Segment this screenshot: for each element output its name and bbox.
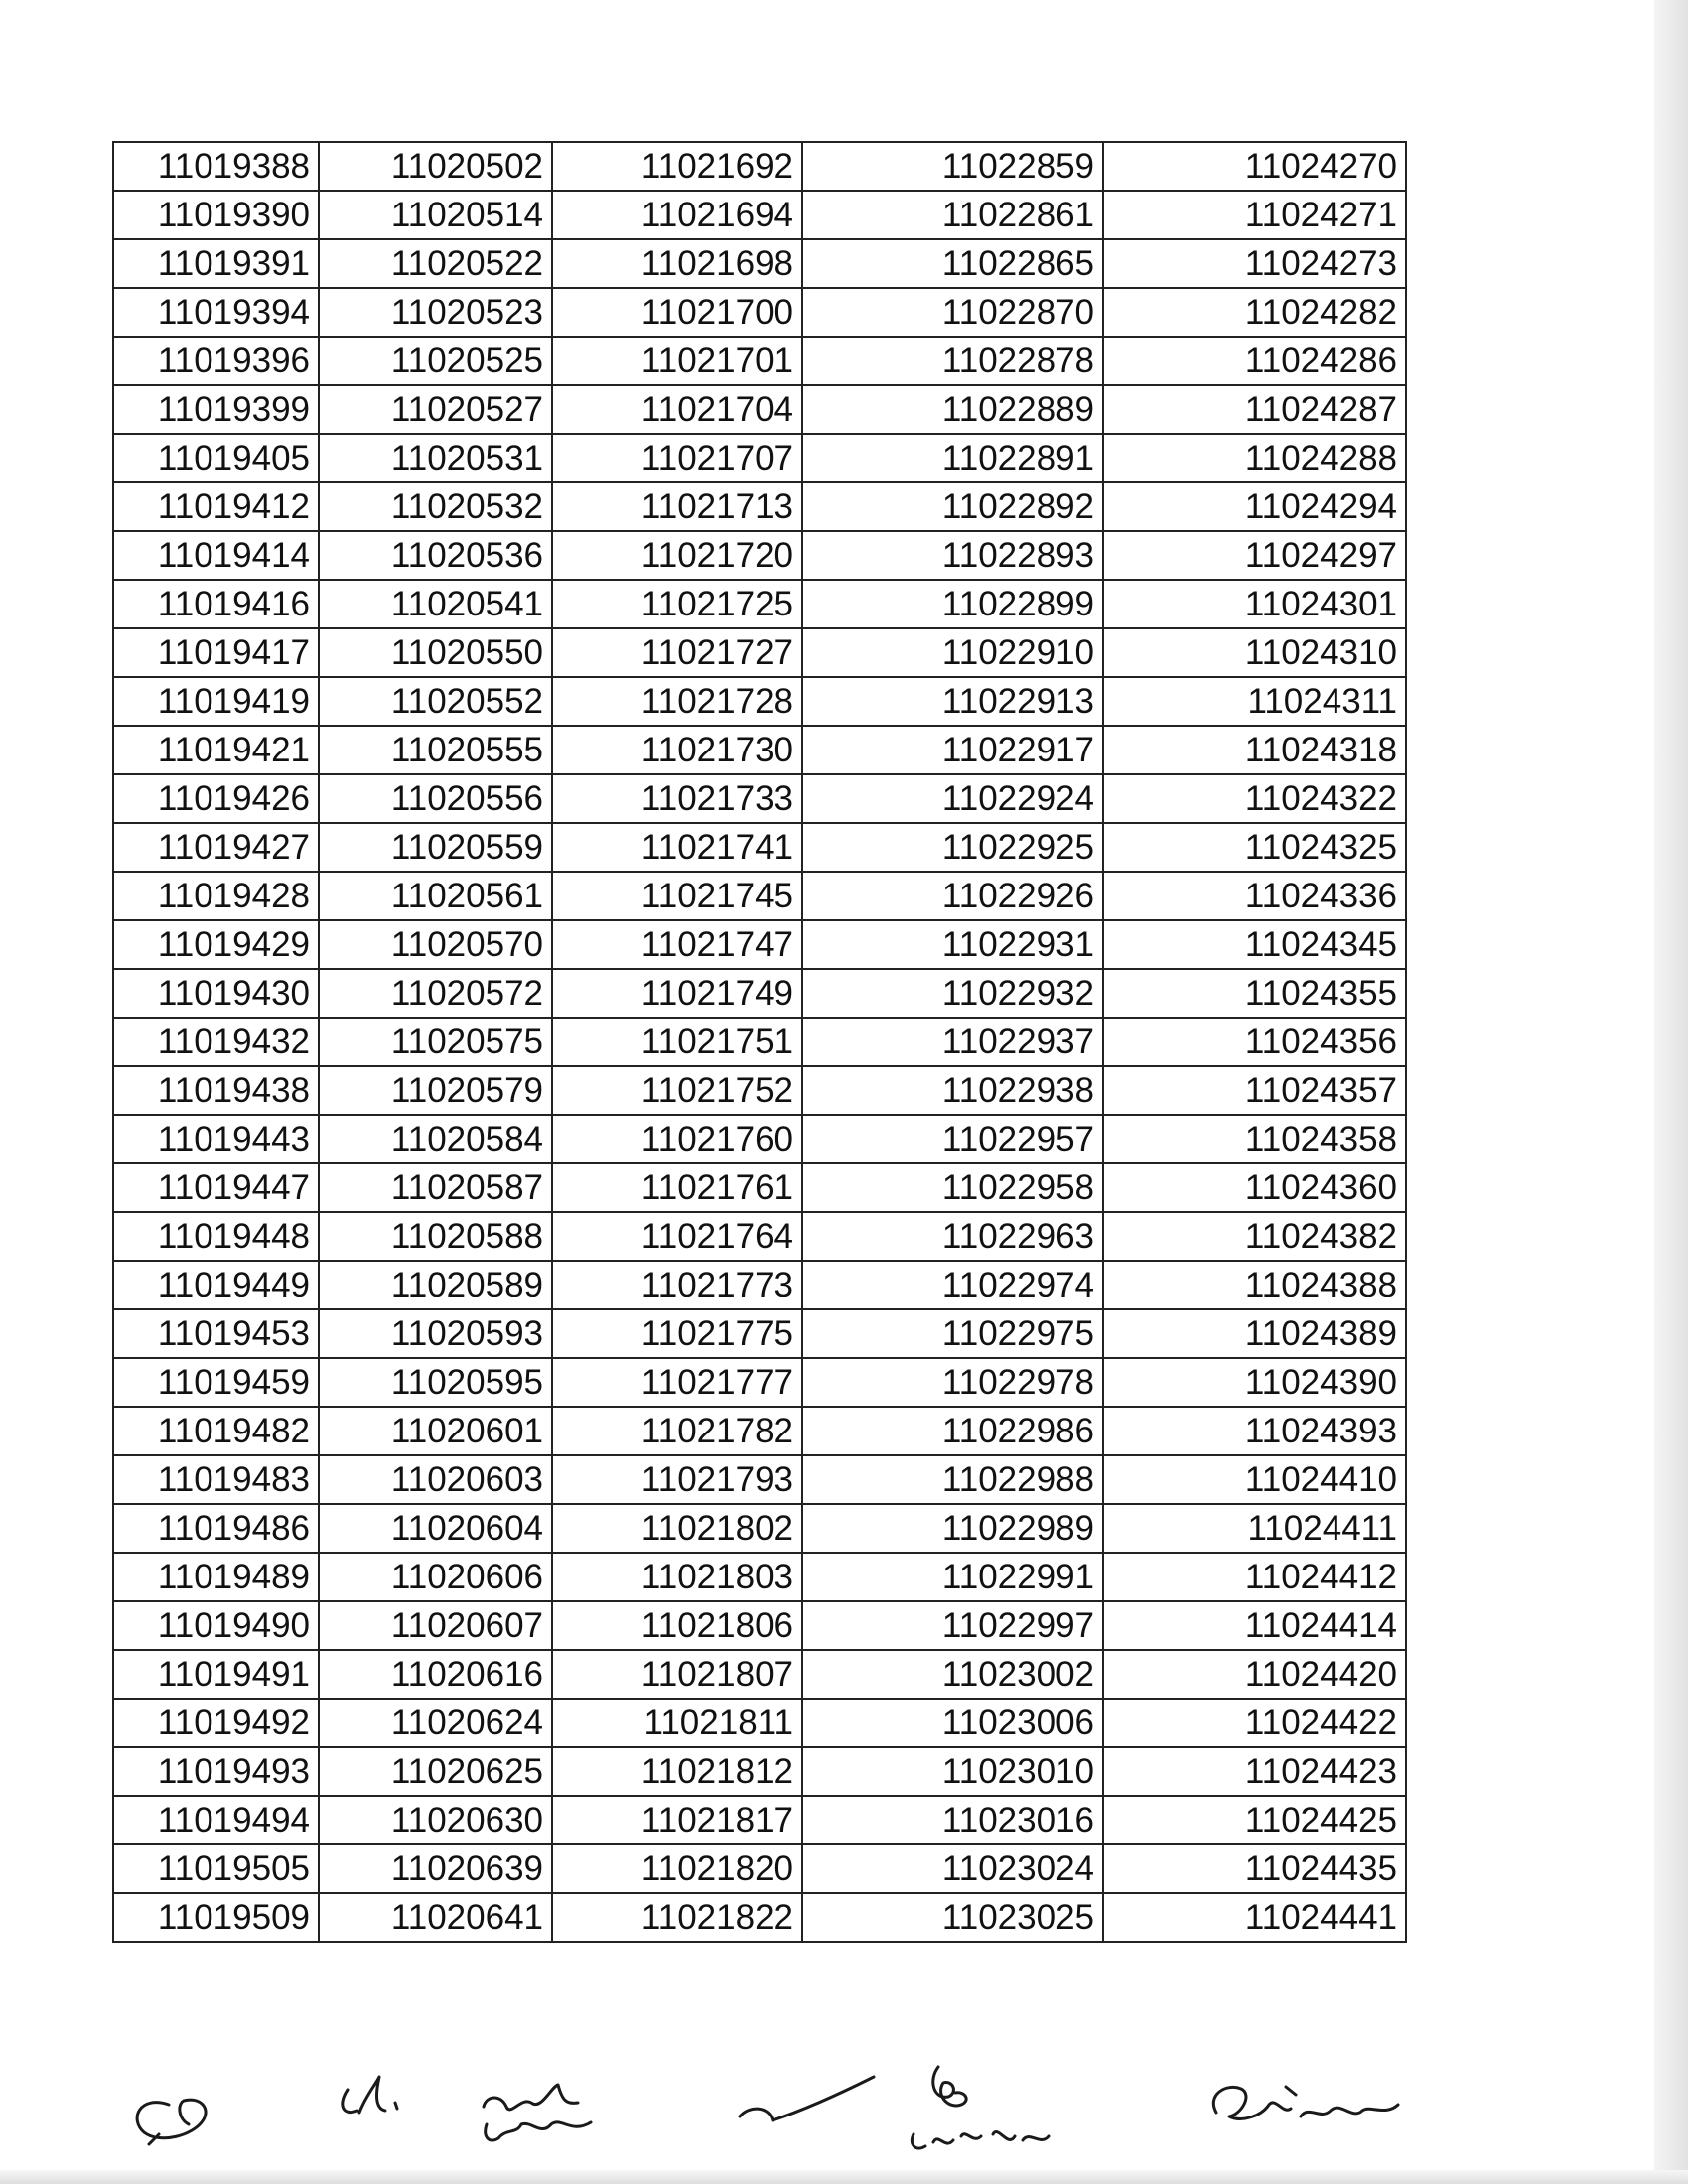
table-cell: 11024311	[1103, 677, 1406, 726]
table-cell: 11024420	[1103, 1650, 1406, 1699]
table-cell: 11019429	[113, 920, 319, 969]
table-row	[113, 1455, 1406, 1504]
table-cell: 11019426	[113, 774, 319, 823]
table-cell: 11024318	[1103, 726, 1406, 774]
table-cell: 11019493	[113, 1747, 319, 1796]
table-row	[113, 337, 1406, 385]
scan-edge-right	[1654, 0, 1688, 2184]
table-cell: 11024435	[1103, 1844, 1406, 1893]
table-row	[113, 628, 1406, 677]
table-row	[113, 1504, 1406, 1553]
table-cell: 11024356	[1103, 1018, 1406, 1066]
table-cell: 11019447	[113, 1163, 319, 1212]
table-cell: 11022859	[802, 142, 1103, 191]
table-cell: 11020572	[319, 969, 552, 1018]
signature-strip	[0, 2025, 1648, 2174]
table-cell: 11019490	[113, 1601, 319, 1650]
table-cell: 11020625	[319, 1747, 552, 1796]
table-cell: 11024388	[1103, 1261, 1406, 1309]
table-cell: 11021777	[552, 1358, 802, 1407]
table-cell: 11024357	[1103, 1066, 1406, 1115]
table-cell: 11022892	[802, 482, 1103, 531]
table-cell: 11022891	[802, 434, 1103, 482]
table-cell: 11024390	[1103, 1358, 1406, 1407]
table-cell: 11021806	[552, 1601, 802, 1650]
table-row	[113, 1407, 1406, 1455]
table-cell: 11021793	[552, 1455, 802, 1504]
table-cell: 11022878	[802, 337, 1103, 385]
table-cell: 11020616	[319, 1650, 552, 1699]
table-cell: 11021700	[552, 288, 802, 337]
table-cell: 11019394	[113, 288, 319, 337]
table-cell: 11021752	[552, 1066, 802, 1115]
table-row	[113, 726, 1406, 774]
table-cell: 11021760	[552, 1115, 802, 1163]
table-cell: 11021713	[552, 482, 802, 531]
table-cell: 11024411	[1103, 1504, 1406, 1553]
table-cell: 11021707	[552, 434, 802, 482]
table-cell: 11022913	[802, 677, 1103, 726]
table-cell: 11020604	[319, 1504, 552, 1553]
table-cell: 11019491	[113, 1650, 319, 1699]
table-cell: 11022957	[802, 1115, 1103, 1163]
table-row	[113, 1844, 1406, 1893]
table-cell: 11022899	[802, 580, 1103, 628]
table-row	[113, 1358, 1406, 1407]
table-cell: 11021751	[552, 1018, 802, 1066]
table-cell: 11020522	[319, 239, 552, 288]
table-cell: 11020552	[319, 677, 552, 726]
table-row	[113, 191, 1406, 239]
table-cell: 11021725	[552, 580, 802, 628]
table-cell: 11024336	[1103, 872, 1406, 920]
table-cell: 11021803	[552, 1553, 802, 1601]
table-row	[113, 969, 1406, 1018]
table-cell: 11024282	[1103, 288, 1406, 337]
table-cell: 11019483	[113, 1455, 319, 1504]
table-row	[113, 288, 1406, 337]
table-cell: 11024288	[1103, 434, 1406, 482]
table-cell: 11022989	[802, 1504, 1103, 1553]
table-cell: 11023025	[802, 1893, 1103, 1942]
signature-5	[912, 2067, 1049, 2148]
table-row	[113, 1163, 1406, 1212]
table-row	[113, 920, 1406, 969]
table-cell: 11020532	[319, 482, 552, 531]
table-cell: 11021701	[552, 337, 802, 385]
table-row	[113, 482, 1406, 531]
table-cell: 11019494	[113, 1796, 319, 1844]
table-row	[113, 1115, 1406, 1163]
table-cell: 11023010	[802, 1747, 1103, 1796]
table-cell: 11020541	[319, 580, 552, 628]
table-body	[113, 142, 1406, 1942]
table-cell: 11019417	[113, 628, 319, 677]
table-cell: 11024358	[1103, 1115, 1406, 1163]
table-cell: 11019505	[113, 1844, 319, 1893]
table-cell: 11021775	[552, 1309, 802, 1358]
table-cell: 11023024	[802, 1844, 1103, 1893]
table-cell: 11020624	[319, 1699, 552, 1747]
table-cell: 11020593	[319, 1309, 552, 1358]
table-cell: 11020523	[319, 288, 552, 337]
table-cell: 11022991	[802, 1553, 1103, 1601]
table-row	[113, 385, 1406, 434]
table-cell: 11019430	[113, 969, 319, 1018]
table-cell: 11020514	[319, 191, 552, 239]
table-cell: 11019509	[113, 1893, 319, 1942]
table-cell: 11020641	[319, 1893, 552, 1942]
table-cell: 11020559	[319, 823, 552, 872]
table-row	[113, 1018, 1406, 1066]
table-cell: 11022917	[802, 726, 1103, 774]
table-cell: 11022924	[802, 774, 1103, 823]
table-cell: 11020579	[319, 1066, 552, 1115]
table-cell: 11020601	[319, 1407, 552, 1455]
table-cell: 11020588	[319, 1212, 552, 1261]
table-cell: 11019453	[113, 1309, 319, 1358]
table-cell: 11022937	[802, 1018, 1103, 1066]
table-cell: 11021745	[552, 872, 802, 920]
table-cell: 11020550	[319, 628, 552, 677]
table-cell: 11022963	[802, 1212, 1103, 1261]
table-cell: 11022931	[802, 920, 1103, 969]
roll-number-table	[112, 141, 1407, 1943]
table-cell: 11022910	[802, 628, 1103, 677]
table-cell: 11021694	[552, 191, 802, 239]
table-cell: 11020561	[319, 872, 552, 920]
table-cell: 11024286	[1103, 337, 1406, 385]
table-cell: 11020536	[319, 531, 552, 580]
signature-3	[484, 2085, 591, 2140]
table-row	[113, 1261, 1406, 1309]
table-cell: 11019448	[113, 1212, 319, 1261]
table-cell: 11021741	[552, 823, 802, 872]
table-cell: 11024410	[1103, 1455, 1406, 1504]
table-cell: 11021747	[552, 920, 802, 969]
table-cell: 11022938	[802, 1066, 1103, 1115]
table-cell: 11023006	[802, 1699, 1103, 1747]
table-cell: 11024441	[1103, 1893, 1406, 1942]
table-row	[113, 1553, 1406, 1601]
signature-4	[740, 2077, 874, 2120]
table-cell: 11020607	[319, 1601, 552, 1650]
table-cell: 11021773	[552, 1261, 802, 1309]
table-cell: 11020595	[319, 1358, 552, 1407]
table-cell: 11024325	[1103, 823, 1406, 872]
table-cell: 11019416	[113, 580, 319, 628]
table-row	[113, 580, 1406, 628]
table-cell: 11021820	[552, 1844, 802, 1893]
table-cell: 11020639	[319, 1844, 552, 1893]
table-cell: 11021802	[552, 1504, 802, 1553]
table-cell: 11024423	[1103, 1747, 1406, 1796]
table-cell: 11020630	[319, 1796, 552, 1844]
table-cell: 11024273	[1103, 239, 1406, 288]
table-cell: 11022988	[802, 1455, 1103, 1504]
table-row	[113, 1309, 1406, 1358]
table-cell: 11020531	[319, 434, 552, 482]
table-cell: 11021761	[552, 1163, 802, 1212]
table-cell: 11024425	[1103, 1796, 1406, 1844]
table-cell: 11024287	[1103, 385, 1406, 434]
table-cell: 11024270	[1103, 142, 1406, 191]
table-cell: 11021817	[552, 1796, 802, 1844]
table-row	[113, 1601, 1406, 1650]
signature-2	[343, 2077, 397, 2113]
signature-6	[1213, 2087, 1398, 2118]
table-cell: 11020525	[319, 337, 552, 385]
table-cell: 11021782	[552, 1407, 802, 1455]
table-cell: 11024382	[1103, 1212, 1406, 1261]
table-cell: 11021692	[552, 142, 802, 191]
table-cell: 11022861	[802, 191, 1103, 239]
table-cell: 11020589	[319, 1261, 552, 1309]
table-cell: 11021727	[552, 628, 802, 677]
table-cell: 11019399	[113, 385, 319, 434]
table-cell: 11024301	[1103, 580, 1406, 628]
table-cell: 11024393	[1103, 1407, 1406, 1455]
signatures-svg	[0, 2025, 1648, 2174]
table-row	[113, 239, 1406, 288]
table-cell: 11020575	[319, 1018, 552, 1066]
table-cell: 11021764	[552, 1212, 802, 1261]
table-cell: 11022978	[802, 1358, 1103, 1407]
signature-1	[137, 2100, 206, 2144]
table-cell: 11020587	[319, 1163, 552, 1212]
table-cell: 11024271	[1103, 191, 1406, 239]
table-row	[113, 1699, 1406, 1747]
table-cell: 11022974	[802, 1261, 1103, 1309]
table-cell: 11024294	[1103, 482, 1406, 531]
table-cell: 11022997	[802, 1601, 1103, 1650]
table-cell: 11019390	[113, 191, 319, 239]
table-cell: 11019443	[113, 1115, 319, 1163]
table-cell: 11024414	[1103, 1601, 1406, 1650]
table-cell: 11020570	[319, 920, 552, 969]
table-cell: 11020584	[319, 1115, 552, 1163]
table-cell: 11021812	[552, 1747, 802, 1796]
table-cell: 11021730	[552, 726, 802, 774]
table-cell: 11022889	[802, 385, 1103, 434]
table-cell: 11021720	[552, 531, 802, 580]
table-cell: 11020556	[319, 774, 552, 823]
table-cell: 11021698	[552, 239, 802, 288]
table-cell: 11019428	[113, 872, 319, 920]
table-cell: 11021733	[552, 774, 802, 823]
table-cell: 11022986	[802, 1407, 1103, 1455]
table-cell: 11022925	[802, 823, 1103, 872]
table-cell: 11019419	[113, 677, 319, 726]
table-cell: 11021807	[552, 1650, 802, 1699]
table-cell: 11019396	[113, 337, 319, 385]
table-cell: 11021728	[552, 677, 802, 726]
table-cell: 11020606	[319, 1553, 552, 1601]
table-cell: 11019414	[113, 531, 319, 580]
table-cell: 11019459	[113, 1358, 319, 1407]
table-cell: 11022893	[802, 531, 1103, 580]
table-row	[113, 872, 1406, 920]
table-cell: 11021749	[552, 969, 802, 1018]
table-row	[113, 531, 1406, 580]
table-cell: 11019432	[113, 1018, 319, 1066]
table-cell: 11024389	[1103, 1309, 1406, 1358]
table-cell: 11024360	[1103, 1163, 1406, 1212]
table-row	[113, 677, 1406, 726]
table-cell: 11020555	[319, 726, 552, 774]
table-row	[113, 1796, 1406, 1844]
table-row	[113, 1747, 1406, 1796]
table-row	[113, 434, 1406, 482]
table-cell: 11024310	[1103, 628, 1406, 677]
table-row	[113, 142, 1406, 191]
table-cell: 11021704	[552, 385, 802, 434]
table-row	[113, 1650, 1406, 1699]
table-cell: 11019412	[113, 482, 319, 531]
table-cell: 11024322	[1103, 774, 1406, 823]
table-row	[113, 774, 1406, 823]
table-cell: 11024412	[1103, 1553, 1406, 1601]
table-cell: 11022958	[802, 1163, 1103, 1212]
table-cell: 11022870	[802, 288, 1103, 337]
table-cell: 11019427	[113, 823, 319, 872]
table-cell: 11022932	[802, 969, 1103, 1018]
table-cell: 11024422	[1103, 1699, 1406, 1747]
table-cell: 11022926	[802, 872, 1103, 920]
table-cell: 11019421	[113, 726, 319, 774]
table-cell: 11019388	[113, 142, 319, 191]
table-cell: 11021822	[552, 1893, 802, 1942]
table-cell: 11024297	[1103, 531, 1406, 580]
table-row	[113, 1212, 1406, 1261]
table-cell: 11019492	[113, 1699, 319, 1747]
table-cell: 11019438	[113, 1066, 319, 1115]
table-cell: 11023002	[802, 1650, 1103, 1699]
table-cell: 11024345	[1103, 920, 1406, 969]
table-cell: 11022975	[802, 1309, 1103, 1358]
table-row	[113, 1066, 1406, 1115]
table-cell: 11021811	[552, 1699, 802, 1747]
table-cell: 11024355	[1103, 969, 1406, 1018]
table-row	[113, 1893, 1406, 1942]
table-cell: 11023016	[802, 1796, 1103, 1844]
table-cell: 11019449	[113, 1261, 319, 1309]
table-row	[113, 823, 1406, 872]
table-cell: 11019489	[113, 1553, 319, 1601]
table-cell: 11020502	[319, 142, 552, 191]
table-cell: 11022865	[802, 239, 1103, 288]
table-cell: 11019391	[113, 239, 319, 288]
table-cell: 11019482	[113, 1407, 319, 1455]
table-cell: 11019405	[113, 434, 319, 482]
table-cell: 11020603	[319, 1455, 552, 1504]
table-cell: 11019486	[113, 1504, 319, 1553]
table-cell: 11020527	[319, 385, 552, 434]
